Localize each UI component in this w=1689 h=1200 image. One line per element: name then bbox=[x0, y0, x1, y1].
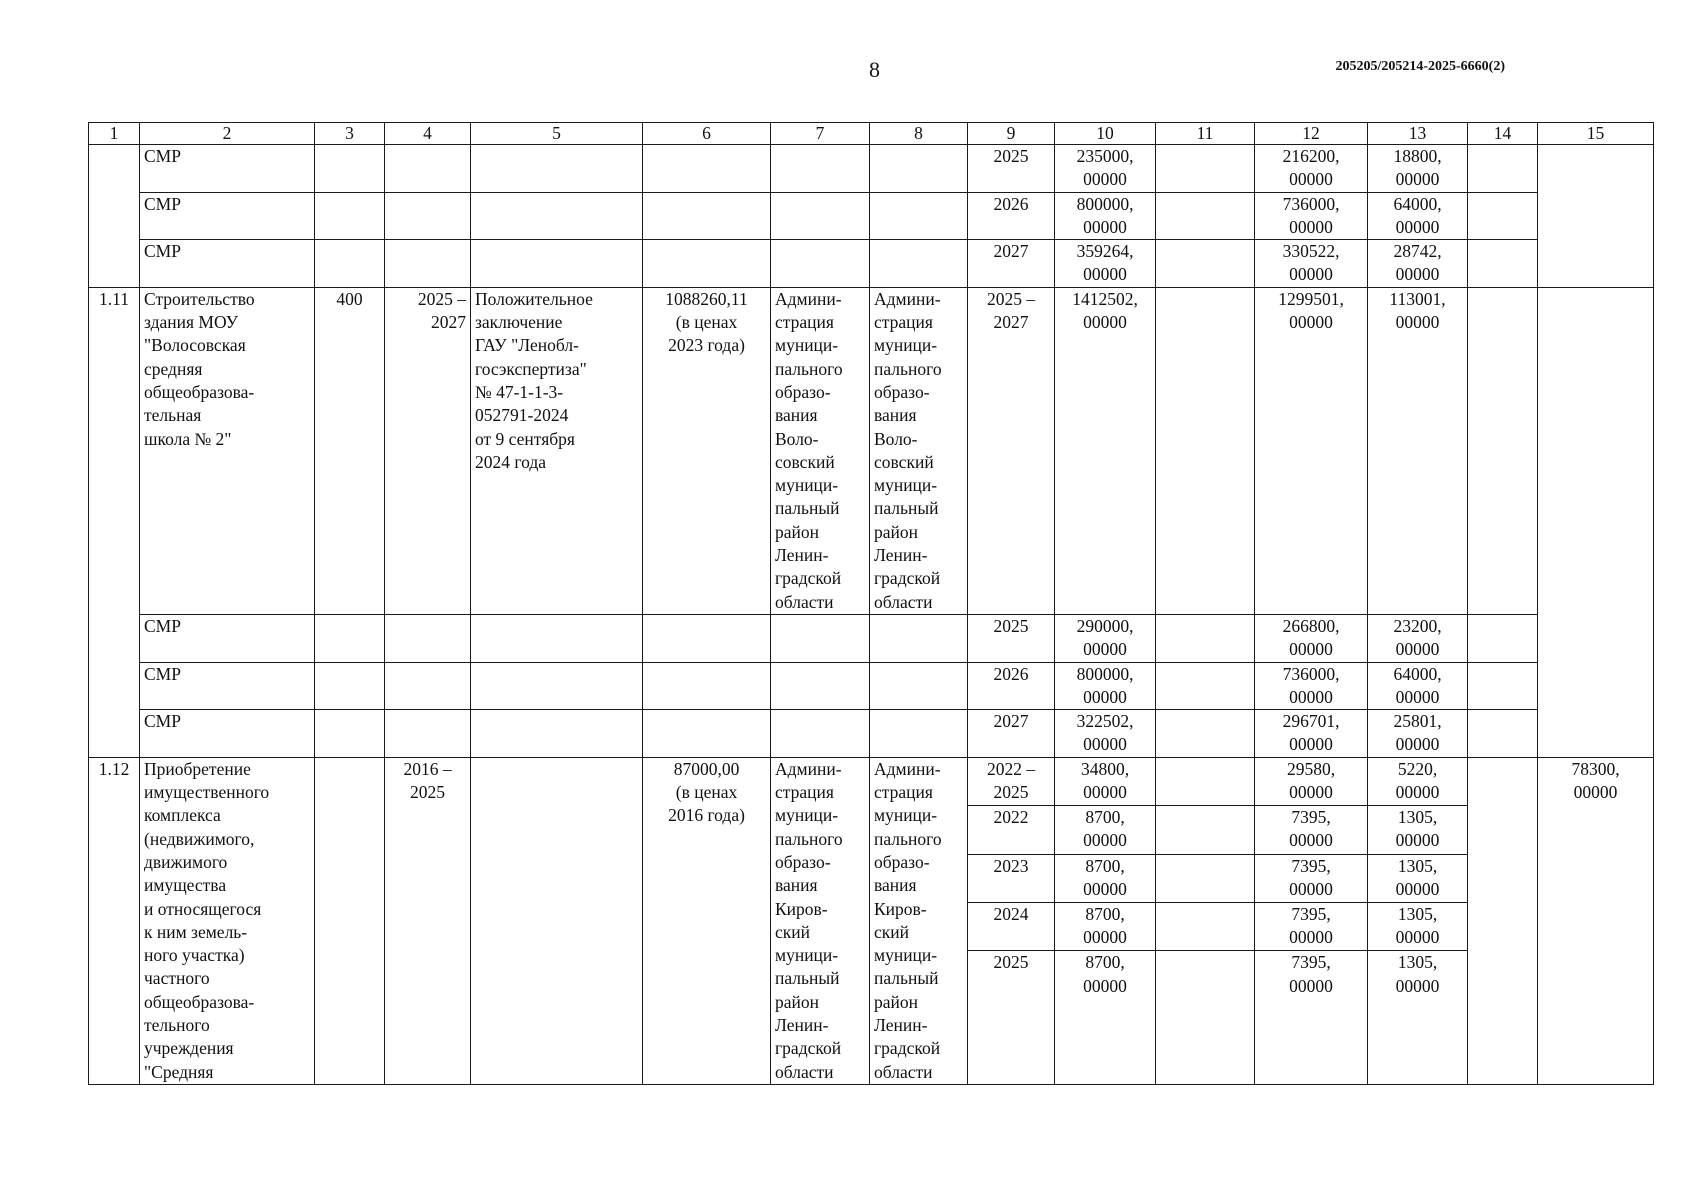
year-cell: 2025 – 2027 bbox=[968, 287, 1055, 614]
regional-cell: 216200, 00000 bbox=[1255, 145, 1368, 193]
year-cell: 2023 bbox=[968, 854, 1055, 902]
empty-cell bbox=[385, 710, 471, 758]
empty-cell bbox=[315, 192, 385, 240]
column-header: 11 bbox=[1156, 123, 1255, 145]
empty-cell bbox=[385, 614, 471, 662]
empty-cell bbox=[1156, 240, 1255, 288]
empty-cell bbox=[1156, 951, 1255, 1084]
column-header: 14 bbox=[1468, 123, 1538, 145]
work-type-cell: СМР bbox=[140, 614, 315, 662]
empty-cell bbox=[315, 614, 385, 662]
empty-cell bbox=[1156, 854, 1255, 902]
empty-cell bbox=[385, 240, 471, 288]
total-cell: 8700, 00000 bbox=[1055, 854, 1156, 902]
local-cell: 64000, 00000 bbox=[1368, 662, 1468, 710]
regional-cell: 736000, 00000 bbox=[1255, 662, 1368, 710]
column-header: 6 bbox=[643, 123, 771, 145]
regional-cell: 736000, 00000 bbox=[1255, 192, 1368, 240]
empty-cell bbox=[771, 614, 870, 662]
empty-cell bbox=[385, 192, 471, 240]
empty-cell bbox=[315, 240, 385, 288]
table-row bbox=[89, 192, 1654, 240]
regional-cell: 330522, 00000 bbox=[1255, 240, 1368, 288]
table-row bbox=[89, 710, 1654, 758]
local-cell: 1305, 00000 bbox=[1368, 854, 1468, 902]
empty-cell bbox=[870, 192, 968, 240]
regional-cell: 7395, 00000 bbox=[1255, 903, 1368, 951]
regional-cell: 7395, 00000 bbox=[1255, 806, 1368, 854]
empty-cell bbox=[1156, 614, 1255, 662]
empty-cell bbox=[1156, 287, 1255, 614]
year-cell: 2026 bbox=[968, 662, 1055, 710]
total-cell: 800000, 00000 bbox=[1055, 662, 1156, 710]
column-header: 1 bbox=[89, 123, 140, 145]
cost-cell: 1088260,11 (в ценах 2023 года) bbox=[643, 287, 771, 614]
empty-cell bbox=[643, 145, 771, 193]
year-cell: 2026 bbox=[968, 192, 1055, 240]
empty-cell bbox=[1468, 662, 1538, 710]
document-id: 205205/205214-2025-6660(2) bbox=[1335, 59, 1505, 74]
column-header: 4 bbox=[385, 123, 471, 145]
work-type-cell: СМР bbox=[140, 662, 315, 710]
year-cell: 2025 bbox=[968, 951, 1055, 1084]
column-header: 7 bbox=[771, 123, 870, 145]
total-cell: 1412502, 00000 bbox=[1055, 287, 1156, 614]
work-type-cell: СМР bbox=[140, 145, 315, 193]
empty-cell bbox=[1538, 145, 1654, 288]
empty-cell bbox=[643, 240, 771, 288]
table-row bbox=[89, 662, 1654, 710]
empty-cell bbox=[471, 145, 643, 193]
local-cell: 113001, 00000 bbox=[1368, 287, 1468, 614]
table-row-1-11 bbox=[89, 287, 1654, 614]
cost-cell: 87000,00 (в ценах 2016 года) bbox=[643, 757, 771, 1084]
column-header: 2 bbox=[140, 123, 315, 145]
empty-cell bbox=[1156, 903, 1255, 951]
empty-cell bbox=[471, 240, 643, 288]
empty-cell bbox=[643, 662, 771, 710]
empty-cell bbox=[471, 662, 643, 710]
work-type-cell: СМР bbox=[140, 192, 315, 240]
empty-cell bbox=[771, 192, 870, 240]
empty-cell bbox=[1156, 710, 1255, 758]
table-row-1-12 bbox=[89, 757, 1654, 805]
empty-cell bbox=[771, 662, 870, 710]
empty-cell bbox=[1468, 240, 1538, 288]
developer-cell: Админи- страция муници- пального образо- вания Воло- совский муници- пальный район Ленин- градской области bbox=[870, 287, 968, 614]
local-cell: 23200, 00000 bbox=[1368, 614, 1468, 662]
empty-cell bbox=[315, 710, 385, 758]
empty-cell bbox=[870, 614, 968, 662]
empty-cell bbox=[471, 757, 643, 1084]
empty-cell bbox=[1538, 287, 1654, 757]
year-cell: 2024 bbox=[968, 903, 1055, 951]
local-cell: 1305, 00000 bbox=[1368, 951, 1468, 1084]
work-type-cell: СМР bbox=[140, 710, 315, 758]
work-type-cell: СМР bbox=[140, 240, 315, 288]
period-cell: 2016 – 2025 bbox=[385, 757, 471, 1084]
local-cell: 28742, 00000 bbox=[1368, 240, 1468, 288]
total-cell: 290000, 00000 bbox=[1055, 614, 1156, 662]
regional-cell: 7395, 00000 bbox=[1255, 854, 1368, 902]
year-cell: 2025 bbox=[968, 614, 1055, 662]
empty-cell bbox=[471, 192, 643, 240]
local-cell: 64000, 00000 bbox=[1368, 192, 1468, 240]
empty-cell bbox=[1156, 757, 1255, 805]
empty-cell bbox=[870, 240, 968, 288]
table-row bbox=[89, 240, 1654, 288]
empty-cell bbox=[870, 710, 968, 758]
empty-cell bbox=[1156, 145, 1255, 193]
expertise-cell: Положительное заключение ГАУ "Ленобл- госэкспертиза" № 47-1-1-3- 052791-2024 от 9 сентября 2024 года bbox=[471, 287, 643, 614]
customer-cell: Админи- страция муници- пального образо- вания Воло- совский муници- пальный район Ленин- градской области bbox=[771, 287, 870, 614]
developer-cell: Админи- страция муници- пального образо- вания Киров- ский муници- пальный район Ленин- градской области bbox=[870, 757, 968, 1084]
empty-cell bbox=[1468, 287, 1538, 614]
total-cell: 800000, 00000 bbox=[1055, 192, 1156, 240]
year-cell: 2025 bbox=[968, 145, 1055, 193]
capacity-cell: 400 bbox=[315, 287, 385, 614]
column-header: 8 bbox=[870, 123, 968, 145]
customer-cell: Админи- страция муници- пального образо- вания Киров- ский муници- пальный район Ленин- градской области bbox=[771, 757, 870, 1084]
empty-cell bbox=[385, 145, 471, 193]
table-row bbox=[89, 614, 1654, 662]
table-row bbox=[89, 145, 1654, 193]
item-number: 1.11 bbox=[89, 287, 140, 757]
empty-cell bbox=[1156, 806, 1255, 854]
empty-cell bbox=[1468, 192, 1538, 240]
total-cell: 34800, 00000 bbox=[1055, 757, 1156, 805]
federal-cell: 78300, 00000 bbox=[1538, 757, 1654, 1084]
total-cell: 8700, 00000 bbox=[1055, 903, 1156, 951]
empty-cell bbox=[1156, 662, 1255, 710]
empty-cell bbox=[643, 710, 771, 758]
column-header: 13 bbox=[1368, 123, 1468, 145]
empty-cell bbox=[771, 145, 870, 193]
regional-cell: 1299501, 00000 bbox=[1255, 287, 1368, 614]
local-cell: 1305, 00000 bbox=[1368, 806, 1468, 854]
local-cell: 25801, 00000 bbox=[1368, 710, 1468, 758]
empty-cell bbox=[1468, 614, 1538, 662]
column-header: 10 bbox=[1055, 123, 1156, 145]
empty-cell bbox=[471, 614, 643, 662]
regional-cell: 296701, 00000 bbox=[1255, 710, 1368, 758]
regional-cell: 29580, 00000 bbox=[1255, 757, 1368, 805]
year-cell: 2027 bbox=[968, 240, 1055, 288]
empty-cell bbox=[1156, 192, 1255, 240]
year-cell: 2027 bbox=[968, 710, 1055, 758]
empty-cell bbox=[315, 145, 385, 193]
local-cell: 5220, 00000 bbox=[1368, 757, 1468, 805]
regional-cell: 266800, 00000 bbox=[1255, 614, 1368, 662]
column-header: 5 bbox=[471, 123, 643, 145]
empty-cell bbox=[315, 662, 385, 710]
empty-cell bbox=[1468, 710, 1538, 758]
column-header: 9 bbox=[968, 123, 1055, 145]
total-cell: 359264, 00000 bbox=[1055, 240, 1156, 288]
page-number: 8 bbox=[869, 57, 880, 82]
total-cell: 8700, 00000 bbox=[1055, 951, 1156, 1084]
column-header: 15 bbox=[1538, 123, 1654, 145]
empty-cell bbox=[870, 145, 968, 193]
investment-table bbox=[88, 122, 1654, 1085]
object-name-cell: Приобретение имущественного комплекса (недвижимого, движимого имущества и относящегося к ним земель- ного участка) частного общеобразова- тельного учреждения "Средняя bbox=[140, 757, 315, 1084]
total-cell: 322502, 00000 bbox=[1055, 710, 1156, 758]
local-cell: 1305, 00000 bbox=[1368, 903, 1468, 951]
empty-cell bbox=[1468, 145, 1538, 193]
empty-cell bbox=[643, 614, 771, 662]
empty-cell bbox=[870, 662, 968, 710]
empty-cell bbox=[771, 240, 870, 288]
empty-cell bbox=[1468, 757, 1538, 1084]
total-cell: 235000, 00000 bbox=[1055, 145, 1156, 193]
total-cell: 8700, 00000 bbox=[1055, 806, 1156, 854]
empty-cell bbox=[315, 757, 385, 1084]
empty-cell bbox=[471, 710, 643, 758]
empty-cell bbox=[643, 192, 771, 240]
column-header: 12 bbox=[1255, 123, 1368, 145]
year-cell: 2022 bbox=[968, 806, 1055, 854]
column-number-row bbox=[89, 123, 1654, 145]
empty-cell bbox=[385, 662, 471, 710]
local-cell: 18800, 00000 bbox=[1368, 145, 1468, 193]
num-cell bbox=[89, 145, 140, 288]
regional-cell: 7395, 00000 bbox=[1255, 951, 1368, 1084]
empty-cell bbox=[771, 710, 870, 758]
period-cell: 2025 – 2027 bbox=[385, 287, 471, 614]
object-name-cell: Строительство здания МОУ "Волосовская средняя общеобразова- тельная школа № 2" bbox=[140, 287, 315, 614]
item-number: 1.12 bbox=[89, 757, 140, 1084]
year-cell: 2022 – 2025 bbox=[968, 757, 1055, 805]
column-header: 3 bbox=[315, 123, 385, 145]
